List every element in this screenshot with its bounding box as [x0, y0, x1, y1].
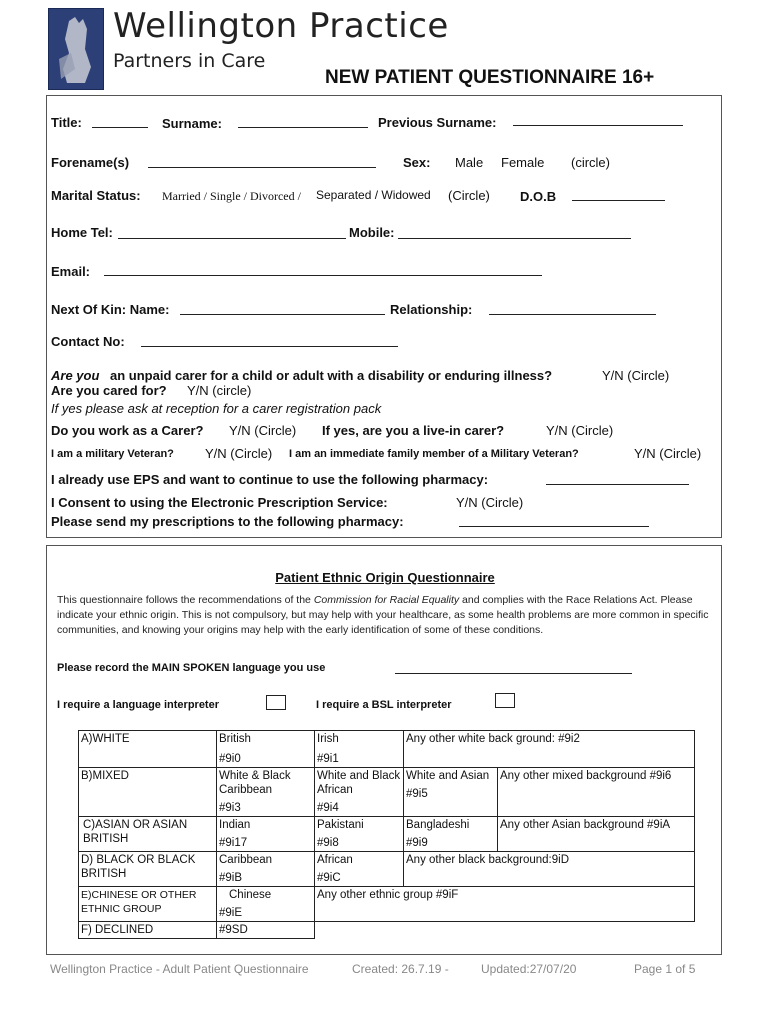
cared-for-yn[interactable]: Y/N (circle) [187, 383, 252, 398]
ethnic-title: Patient Ethnic Origin Questionnaire [275, 570, 495, 585]
cared-for-question: Are you cared for? [51, 383, 167, 398]
option-cell[interactable]: Caribbean #9iB [217, 852, 315, 887]
veteran-family-yn[interactable]: Y/N (Circle) [634, 446, 702, 461]
category-cell: A)WHITE [79, 731, 217, 768]
mobile-label: Mobile: [349, 225, 395, 240]
ethnic-intro-commission: Commission for Racial Equality [313, 594, 460, 606]
veteran-yn[interactable]: Y/N (Circle) [205, 446, 273, 461]
option-cell[interactable]: Any other black background:9iD [404, 852, 695, 887]
contact-no-label: Contact No: [51, 334, 125, 349]
home-tel-field[interactable] [118, 238, 346, 239]
title-field[interactable] [92, 127, 148, 128]
footer-created: Created: 26.7.19 - [352, 962, 449, 976]
spoken-language-label: Please record the MAIN SPOKEN language you use [57, 662, 326, 674]
next-of-kin-field[interactable] [180, 314, 385, 315]
form-title: NEW PATIENT QUESTIONNAIRE 16+ [325, 67, 655, 88]
ethnic-intro-a: This questionnaire follows the recommendations of the [57, 594, 314, 606]
table-row [79, 922, 695, 939]
option-cell[interactable]: Pakistani #9i8 [315, 817, 404, 852]
live-in-carer-question: If yes, are you a live-in carer? [322, 423, 505, 438]
bsl-interpreter-checkbox[interactable] [495, 693, 515, 708]
table-row [79, 817, 695, 852]
carer-yn[interactable]: Y/N (Circle) [602, 368, 670, 383]
ethnic-intro [57, 593, 717, 638]
email-field[interactable] [104, 275, 542, 276]
surname-field[interactable] [238, 127, 368, 128]
option-cell[interactable]: Chinese #9iE [217, 887, 315, 922]
dob-field[interactable] [572, 200, 665, 201]
next-of-kin-label: Next Of Kin: Name: [51, 302, 170, 317]
language-interpreter-checkbox[interactable] [266, 695, 286, 710]
language-interpreter-label: I require a language interpreter [57, 699, 219, 711]
option-cell[interactable]: White and Black African #9i4 [315, 768, 404, 817]
contact-no-field[interactable] [141, 346, 398, 347]
footer-page: Page 1 of 5 [634, 962, 696, 976]
option-cell[interactable]: Any other ethnic group #9iF [315, 887, 695, 922]
carer-note: If yes please ask at reception for a carer registration pack [51, 401, 382, 416]
option-cell[interactable]: Any other mixed background #9i6 [498, 768, 695, 817]
ethnic-intro-b: and complies with the Race Relations Act. Please indicate your ethnic origin. This is not compulsory, but may help with your healthcare, as some health problems are more common in specific communities, and knowing your origins may help with the early identification of some of these conditions. [57, 594, 709, 636]
live-in-carer-yn[interactable]: Y/N (Circle) [546, 423, 614, 438]
option-cell[interactable]: White and Asian #9i5 [404, 768, 498, 817]
option-cell[interactable]: Bangladeshi #9i9 [404, 817, 498, 852]
option-cell[interactable]: Any other white back ground: #9i2 [404, 731, 695, 768]
mobile-field[interactable] [398, 238, 631, 239]
option-cell[interactable]: #9SD [217, 922, 315, 939]
forename-field[interactable] [148, 167, 376, 168]
eps-consent-question: I Consent to using the Electronic Prescription Service: [51, 495, 388, 510]
relationship-label: Relationship: [390, 302, 473, 317]
option-cell[interactable]: Irish #9i1 [315, 731, 404, 768]
send-pharmacy-field[interactable] [459, 526, 649, 527]
category-cell: C)ASIAN OR ASIAN BRITISH [79, 817, 217, 852]
ethnic-origin-table [78, 730, 695, 939]
eps-consent-yn[interactable]: Y/N (Circle) [456, 495, 524, 510]
veteran-question: I am a military Veteran? [51, 448, 174, 460]
marital-options-a[interactable]: Married / Single / Divorced / [162, 189, 301, 203]
work-carer-question: Do you work as a Carer? [51, 423, 204, 438]
surname-label: Surname: [162, 116, 222, 131]
table-row [79, 768, 695, 817]
option-cell[interactable]: Any other Asian background #9iA [498, 817, 695, 852]
option-cell[interactable]: African #9iC [315, 852, 404, 887]
footer-title: Wellington Practice - Adult Patient Questionnaire [50, 962, 309, 976]
sex-male-option[interactable]: Male [455, 155, 484, 170]
home-tel-label: Home Tel: [51, 225, 113, 240]
sex-label: Sex: [403, 155, 431, 170]
previous-surname-field[interactable] [513, 125, 683, 126]
marital-options-b[interactable]: Separated / Widowed [316, 188, 431, 202]
category-cell: E)CHINESE OR OTHER ETHNIC GROUP [79, 887, 217, 922]
sex-circle-note: (circle) [571, 155, 610, 170]
table-row [79, 731, 695, 768]
practice-logo [48, 8, 104, 90]
carer-question: an unpaid carer for a child or adult with a disability or enduring illness? [110, 368, 553, 383]
work-carer-yn[interactable]: Y/N (Circle) [229, 423, 297, 438]
brand-name: Wellington Practice [113, 6, 449, 46]
eps-question: I already use EPS and want to continue to use the following pharmacy: [51, 472, 489, 487]
marital-status-label: Marital Status: [51, 188, 141, 203]
option-cell[interactable]: British #9i0 [217, 731, 315, 768]
option-cell[interactable]: White & Black Caribbean #9i3 [217, 768, 315, 817]
brand-tagline: Partners in Care [113, 50, 266, 72]
forename-label: Forename(s) [51, 155, 130, 170]
spoken-language-field[interactable] [395, 673, 632, 674]
table-row [79, 852, 695, 887]
option-cell[interactable]: Indian #9i17 [217, 817, 315, 852]
marital-circle-note: (Circle) [448, 188, 490, 203]
carer-question-prefix: Are you [51, 368, 100, 383]
category-cell: B)MIXED [79, 768, 217, 817]
send-prescriptions-question: Please send my prescriptions to the following pharmacy: [51, 514, 404, 529]
bsl-interpreter-label: I require a BSL interpreter [316, 699, 452, 711]
veteran-family-question: I am an immediate family member of a Military Veteran? [289, 448, 579, 460]
table-row [79, 887, 695, 922]
dob-label: D.O.B [520, 189, 557, 204]
category-cell: D) BLACK OR BLACK BRITISH [79, 852, 217, 887]
previous-surname-label: Previous Surname: [378, 115, 497, 130]
title-label: Title: [51, 115, 82, 130]
category-cell: F) DECLINED [79, 922, 217, 939]
sex-female-option[interactable]: Female [501, 155, 545, 170]
footer-updated: Updated:27/07/20 [481, 962, 577, 976]
eps-pharmacy-field[interactable] [546, 484, 689, 485]
logo-statue-icon [49, 9, 103, 89]
email-label: Email: [51, 264, 91, 279]
relationship-field[interactable] [489, 314, 656, 315]
